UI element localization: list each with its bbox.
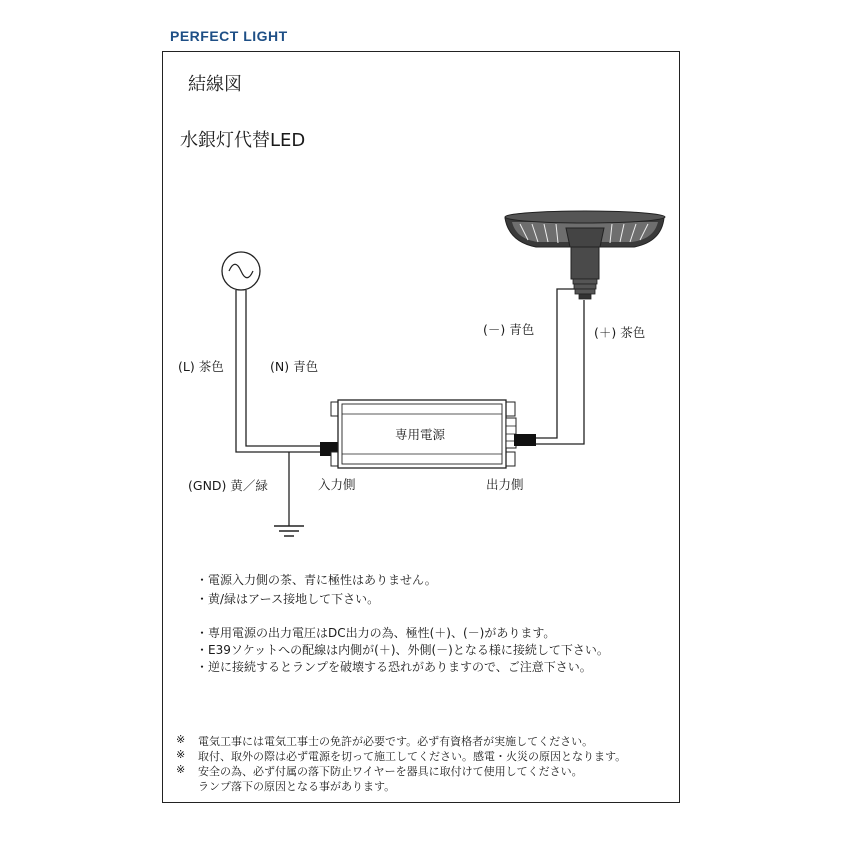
output-wires — [536, 289, 584, 444]
note-line: ・電源入力側の茶、青に極性はありません。 — [196, 573, 437, 587]
footnote-text: 安全の為、必ず付属の落下防止ワイヤーを器具に取付けて使用してください。 — [198, 765, 583, 778]
led-lamp-icon — [505, 211, 665, 299]
footnote-text: 電気工事には電気工事士の免許が必要です。必ず有資格者が実施してください。 — [198, 735, 594, 748]
ground-symbol-icon — [274, 526, 304, 536]
label-l-brown: (L) 茶色 — [178, 359, 224, 374]
brand-logo: PERFECT LIGHT — [170, 28, 288, 44]
note-line: ・逆に接続するとランプを破壊する恐れがありますので、ご注意下さい。 — [196, 660, 592, 674]
page-subtitle: 水銀灯代替LED — [180, 130, 306, 151]
label-plus-brown: (＋) 茶色 — [594, 325, 646, 340]
label-power-supply: 専用電源 — [395, 427, 446, 442]
footnote-mark: ※ — [176, 748, 186, 761]
note-line: ・黄/緑はアース接地して下さい。 — [196, 592, 380, 606]
ac-source-icon — [222, 252, 260, 290]
note-line: ・専用電源の出力電圧はDC出力の為、極性(＋)、(－)があります。 — [196, 626, 556, 640]
label-output-side: 出力側 — [486, 477, 524, 492]
footnote-text: ランプ落下の原因となる事があります。 — [198, 780, 396, 793]
label-input-side: 入力側 — [318, 477, 356, 492]
footnote-mark: ※ — [176, 733, 186, 746]
note-line: ・E39ソケットへの配線は内側が(＋)、外側(－)となる様に接続して下さい。 — [196, 643, 609, 657]
label-gnd: (GND) 黄／緑 — [188, 478, 268, 493]
label-n-blue: (N) 青色 — [270, 359, 319, 374]
footnote-text: 取付、取外の際は必ず電源を切って施工してください。感電・火災の原因となります。 — [198, 750, 627, 763]
page-title: 結線図 — [188, 74, 242, 95]
output-connector — [514, 434, 536, 446]
footnote-mark: ※ — [176, 763, 186, 776]
label-minus-blue: (－) 青色 — [483, 322, 535, 337]
